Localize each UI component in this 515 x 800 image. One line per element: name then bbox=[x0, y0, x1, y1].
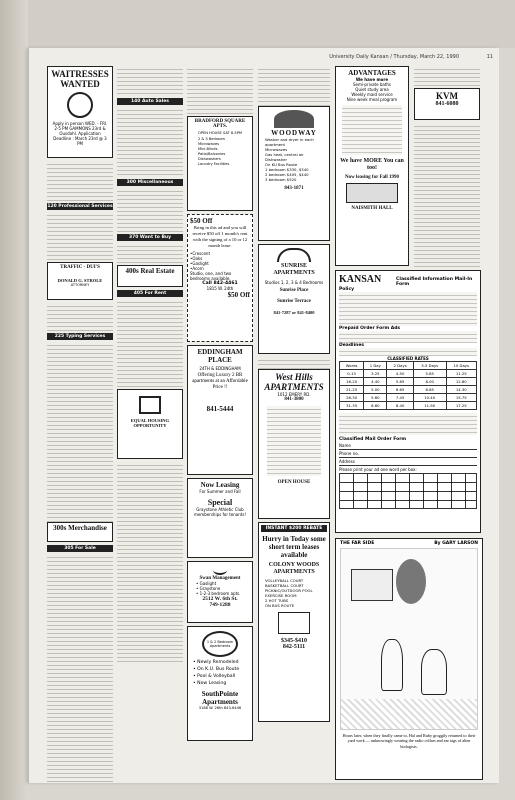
column-6 bbox=[414, 66, 480, 275]
woodway-phone: 843-1871 bbox=[284, 186, 304, 191]
equal-housing-ad bbox=[117, 389, 183, 459]
southpointe-item: • Now Leasing bbox=[193, 681, 227, 686]
section-prepaid: Prepaid Order Form Ads bbox=[339, 326, 401, 331]
table-row bbox=[340, 402, 477, 410]
classified-text bbox=[47, 303, 113, 331]
coupon-list bbox=[190, 251, 250, 281]
woodway-item: 2 bedroom $405, $440 bbox=[265, 172, 309, 177]
bradford-sub: OPEN HOUSE SAT 8-5PM bbox=[198, 131, 242, 135]
advantages-item: Nine week meal program bbox=[346, 97, 398, 102]
woodway-item: Gas heat, central air bbox=[265, 152, 304, 157]
classified-text bbox=[47, 342, 113, 522]
advantages-item: Quiet study area bbox=[355, 87, 389, 92]
comic-header bbox=[336, 539, 482, 548]
leasing-body: Graystone Athletic Club memberships for tenants! bbox=[193, 507, 247, 517]
swan-item: • 1-2-3 bedroom apts. bbox=[196, 591, 241, 596]
paper-top-strip bbox=[28, 0, 515, 48]
address-field[interactable] bbox=[339, 458, 477, 466]
advantages-cta: We have MORE You can too! bbox=[340, 158, 404, 171]
bradford-ad bbox=[187, 116, 253, 211]
rates-cell: 5.85 bbox=[413, 370, 446, 378]
advantages-text bbox=[342, 105, 402, 155]
rates-cell: 8.85 bbox=[413, 386, 446, 394]
coupon-item: •Crescent bbox=[190, 251, 211, 256]
classified-text bbox=[47, 554, 113, 783]
table-row bbox=[340, 370, 477, 378]
advantages-list bbox=[338, 77, 406, 102]
woodway-item: 1 bedroom $330, $340 bbox=[265, 167, 309, 172]
comic-title: THE FAR SIDE bbox=[340, 541, 375, 546]
swan-ad bbox=[187, 561, 253, 623]
westhills-title: West Hills APARTMENTS bbox=[264, 372, 324, 392]
header-want-to-buy: 370 Want to Buy bbox=[117, 234, 183, 241]
southpointe-item: • Newly Remodeled bbox=[193, 660, 239, 665]
rates-table bbox=[339, 361, 477, 410]
word-grid[interactable] bbox=[339, 473, 477, 509]
rates-cell: 6.65 bbox=[387, 386, 413, 394]
waitresses-ad bbox=[47, 66, 113, 158]
colony-item: PICKNIC/OUTDOOR POOL bbox=[265, 588, 313, 593]
eddingham-body: Offering Luxury 2 BR apartments at an Affordable Price !! bbox=[192, 373, 248, 390]
hal-figure-icon bbox=[381, 639, 403, 691]
classified-text bbox=[117, 462, 183, 542]
table-row bbox=[340, 394, 477, 402]
woodway-list bbox=[261, 137, 327, 182]
rates-cell: 12.80 bbox=[446, 378, 476, 386]
coupon-address: 1815 W. 24th bbox=[206, 286, 234, 291]
coupon-item: •Oaks bbox=[190, 256, 203, 261]
advantages-item: Weekly maid service bbox=[351, 92, 393, 97]
woodway-ad bbox=[258, 106, 330, 241]
sunrise-place: Sunrise Place bbox=[279, 288, 309, 293]
classified-text bbox=[117, 107, 183, 177]
rates-cell: 6.60 bbox=[364, 402, 387, 410]
rates-cell: 16-20 bbox=[340, 378, 364, 386]
westhills-ad bbox=[258, 369, 330, 519]
comic-author: By GARY LARSON bbox=[434, 541, 478, 546]
coupon-item: •Gaslight bbox=[190, 261, 209, 266]
paper-fold bbox=[0, 0, 28, 800]
rates-cell: 8.40 bbox=[387, 402, 413, 410]
colony-body: Hurry in Today some short term leases available bbox=[262, 535, 326, 559]
colony-name: COLONY WOODS APARTMENTS bbox=[268, 562, 320, 575]
bradford-item: Dishwashers bbox=[198, 157, 221, 161]
colony-ad bbox=[258, 522, 330, 722]
colony-item: ON BUS ROUTE bbox=[265, 603, 295, 608]
rates-title: CLASSIFIED RATES bbox=[387, 356, 429, 361]
swan-list bbox=[190, 581, 250, 596]
sunrise-icon bbox=[277, 248, 311, 262]
rates-cell: 0-15 bbox=[340, 370, 364, 378]
classified-text bbox=[117, 299, 183, 389]
rates-cell: 21-25 bbox=[340, 386, 364, 394]
classified-text bbox=[187, 66, 253, 116]
name-field[interactable] bbox=[339, 442, 477, 450]
header-misc: 300 Miscellaneous bbox=[117, 179, 183, 186]
naismith-building-icon bbox=[346, 183, 398, 203]
colony-item: 2 HOT TUBS bbox=[265, 598, 289, 603]
woodway-item: Washer and dryer in each apartment bbox=[265, 137, 314, 147]
woodway-title: WOODWAY bbox=[271, 129, 317, 137]
table-row bbox=[340, 378, 477, 386]
column-3 bbox=[187, 66, 253, 744]
header-auto-sales: 140 Auto Sales bbox=[117, 98, 183, 105]
bradford-item: Microwaves bbox=[198, 142, 220, 146]
rates-cell: 4.50 bbox=[387, 370, 413, 378]
swan-item: • Gaslight bbox=[196, 581, 217, 586]
westhills-address: 1012 EMERY RD. bbox=[277, 392, 311, 397]
coupon-item: Studio, one, and two bedrooms available. bbox=[190, 271, 232, 281]
advantages-title: ADVANTAGES bbox=[348, 69, 396, 77]
advantages-item: Semi-private baths bbox=[352, 82, 392, 87]
traffic-ad bbox=[47, 262, 113, 300]
leasing-ad bbox=[187, 478, 253, 558]
phone-field[interactable] bbox=[339, 450, 477, 458]
real-estate-title: 400s Real Estate bbox=[125, 267, 175, 275]
rates-cell: 10.40 bbox=[413, 394, 446, 402]
column-5 bbox=[335, 66, 409, 269]
grass-drawing bbox=[341, 699, 477, 729]
sunrise-ad bbox=[258, 244, 330, 354]
sunrise-terrace: Sunrise Terrace bbox=[277, 299, 311, 304]
column-2 bbox=[117, 66, 183, 662]
eddingham-sub: 24TH & EDDINGHAM bbox=[199, 366, 241, 371]
classified-text bbox=[117, 66, 183, 96]
tree-icon bbox=[274, 110, 314, 128]
rates-header-cell: 3-5 Days bbox=[413, 362, 446, 370]
bradford-item: Laundry Facilities bbox=[198, 162, 230, 166]
southpointe-badge: 1 & 2 Bedroom Apartments bbox=[202, 631, 238, 657]
masthead bbox=[29, 54, 499, 64]
waitresses-body: Apply in person WED. - FRI. 2-5 PM GAMMONS 23rd & Ousdahl. Application Deadline : March 23rd @ 3 PM bbox=[52, 121, 108, 146]
rates-cell: 3.25 bbox=[364, 370, 387, 378]
real-estate-header bbox=[117, 265, 183, 287]
header-professional: 120 Professional Services bbox=[47, 204, 113, 209]
classified-text bbox=[117, 243, 183, 265]
bradford-features bbox=[190, 137, 250, 167]
rates-cell: 11.25 bbox=[446, 370, 476, 378]
rates-header-cell: 2 Days bbox=[387, 362, 413, 370]
woodway-item: 3 bedroom $520 bbox=[265, 177, 297, 182]
colony-item: VOLLEYBALL COURT bbox=[265, 578, 304, 583]
rates-header-cell: 1 Day bbox=[364, 362, 387, 370]
eddingham-title: EDDINGHAM PLACE bbox=[197, 348, 243, 364]
rates-header-cell: Words bbox=[340, 362, 364, 370]
rates-cell: 5.00 bbox=[364, 386, 387, 394]
kwm-title: KVM bbox=[436, 91, 458, 101]
equal-housing-title: EQUAL HOUSING OPPORTUNITY bbox=[130, 418, 170, 428]
colony-banner: INSTANT $200 REBATE bbox=[261, 525, 327, 532]
coupon-bottom: $50 Off bbox=[227, 291, 250, 299]
swan-icon bbox=[213, 565, 227, 575]
kwm-phone: 841-6080 bbox=[435, 101, 459, 107]
woodway-item: Dishwasher bbox=[265, 157, 288, 162]
gammons-logo-icon bbox=[67, 92, 93, 118]
swan-item: • Graystone bbox=[196, 586, 221, 591]
kansan-classified-form bbox=[335, 270, 481, 533]
waitresses-title: WAITRESSES WANTED bbox=[51, 69, 109, 89]
classified-text bbox=[258, 66, 330, 106]
advantages-lease: Now leasing for Fall 1990 bbox=[344, 175, 400, 180]
rates-cell: 8.00 bbox=[413, 378, 446, 386]
header-for-rent: 405 For Rent bbox=[117, 290, 183, 297]
policy-text bbox=[339, 292, 477, 326]
rates-cell: 14.30 bbox=[446, 386, 476, 394]
kansan-sub: Classified Information Mail-In Form bbox=[396, 277, 473, 287]
rates-header-cell: 10 Days bbox=[446, 362, 476, 370]
section-deadlines: Deadlines bbox=[339, 343, 365, 348]
eddingham-ad bbox=[187, 345, 253, 475]
southpointe-ad bbox=[187, 626, 253, 741]
bradford-title: BRADFORD SQUARE APTS. bbox=[194, 119, 246, 129]
phone-label: Phone no. bbox=[339, 451, 359, 456]
rates-cell: 4.40 bbox=[364, 378, 387, 386]
sunrise-phone: 841-7287 or 841-8400 bbox=[273, 310, 315, 315]
classified-text bbox=[117, 542, 183, 662]
bradford-item: Mini-Blinds bbox=[198, 147, 218, 151]
colony-map-icon bbox=[278, 612, 310, 634]
colony-price: $345-$410 bbox=[281, 638, 307, 644]
advantages-item: We have more bbox=[355, 77, 389, 82]
name-label: Name bbox=[339, 443, 351, 448]
newspaper-page bbox=[28, 48, 499, 783]
leasing-special: Special bbox=[207, 498, 233, 507]
classified-text bbox=[258, 357, 330, 369]
comic-caption: Hours later, when they finally came to, Hal and Ruby groggily returned to their yard work — unknowingly wearing the radio collars and ear tags of alien biologists. bbox=[342, 733, 476, 749]
print-label: Please print your ad one word per box: bbox=[339, 467, 417, 472]
column-1 bbox=[47, 66, 113, 783]
southpointe-list bbox=[190, 659, 250, 687]
colony-item: EXERCISE ROOM bbox=[265, 593, 297, 598]
header-typing: 225 Typing Services bbox=[47, 333, 113, 340]
rates-cell: 7.45 bbox=[387, 394, 413, 402]
header-for-sale: 305 For Sale bbox=[47, 545, 113, 552]
house-drawing bbox=[351, 569, 393, 601]
kwm-ad bbox=[414, 88, 480, 120]
swan-address: 2512 W. 6th St. bbox=[202, 596, 238, 602]
bradford-item: 2 & 3 Bedroom bbox=[198, 137, 226, 141]
deadlines-text bbox=[339, 348, 477, 356]
classified-text bbox=[47, 212, 113, 262]
coupon-ad bbox=[187, 214, 253, 342]
comic-panel bbox=[340, 548, 478, 730]
swan-title: Swan Management bbox=[199, 576, 241, 581]
colony-list bbox=[261, 578, 327, 608]
table-row bbox=[340, 386, 477, 394]
classified-text bbox=[414, 123, 480, 275]
southpointe-address: 3188 W. 26th 843-6446 bbox=[198, 706, 242, 710]
address-label: Address bbox=[339, 459, 355, 464]
kansan-title: KANSAN bbox=[339, 274, 382, 285]
sunrise-body: Studios 1, 2, 3 & 4 Bedrooms bbox=[264, 280, 324, 285]
southpointe-item: • Pool & Volleyball bbox=[193, 674, 236, 679]
westhills-sub: OPEN HOUSE bbox=[277, 480, 311, 485]
southpointe-name: SouthPointe Apartments bbox=[201, 690, 239, 706]
swan-phone: 749-1288 bbox=[209, 602, 231, 608]
naismith-ad bbox=[335, 66, 409, 266]
leasing-title: Now Leasing bbox=[200, 481, 240, 489]
woodway-item: On KU Bus Route bbox=[265, 162, 298, 167]
page-number: 11 bbox=[486, 54, 493, 60]
far-side-comic bbox=[335, 538, 483, 780]
form-title: Classified Mail Order Form bbox=[339, 437, 407, 442]
classifications-text bbox=[339, 413, 477, 435]
rates-cell: 31-35 bbox=[340, 402, 364, 410]
classified-text bbox=[47, 161, 113, 201]
southpointe-item: • On K.U. Bus Route bbox=[193, 667, 240, 672]
rates-cell: 15.75 bbox=[446, 394, 476, 402]
rates-cell: 5.85 bbox=[387, 378, 413, 386]
coupon-body: Bring in this ad and you will receive $50 off 1 month's rent with the signing of a 10 or 12 month lease. bbox=[192, 225, 248, 248]
column-4 bbox=[258, 66, 330, 725]
coupon-top: $50 Off bbox=[190, 217, 213, 225]
coupon-item: •Acorn bbox=[190, 266, 204, 271]
rates-cell: 11.90 bbox=[413, 402, 446, 410]
traffic-title: TRAFFIC - DUI'S bbox=[60, 265, 100, 270]
colony-phone: 842-5111 bbox=[282, 644, 306, 650]
classified-text bbox=[117, 188, 183, 232]
coupon-phone: Call 842-4461 bbox=[202, 281, 238, 286]
bradford-item: Patio/Balconies bbox=[198, 152, 226, 156]
classified-text bbox=[414, 66, 480, 88]
naismith-brand: NAISMITH HALL bbox=[351, 206, 393, 211]
attorney-name: DONALD G. STROLE bbox=[57, 278, 103, 283]
rates-cell: 17.25 bbox=[446, 402, 476, 410]
sunrise-title: SUNRISE APARTMENTS bbox=[273, 263, 315, 276]
eddingham-phone: 841-5444 bbox=[206, 405, 234, 413]
rates-cell: 5.60 bbox=[364, 394, 387, 402]
house-icon bbox=[139, 396, 161, 414]
woodway-item: Microwaves bbox=[265, 147, 288, 152]
section-policy: Policy bbox=[339, 287, 355, 292]
rates-cell: 26-30 bbox=[340, 394, 364, 402]
attorney-role: ATTORNEY bbox=[70, 283, 90, 287]
merchandise-title: 300s Merchandise bbox=[53, 524, 107, 532]
tree-drawing bbox=[396, 559, 426, 604]
leasing-sub: For Summer and Fall bbox=[199, 489, 241, 494]
merchandise-header bbox=[47, 522, 113, 542]
ruby-figure-icon bbox=[421, 649, 447, 695]
form-fields bbox=[339, 442, 477, 473]
rates-header-row bbox=[340, 362, 477, 370]
westhills-phone: 841-3800 bbox=[284, 397, 304, 402]
paper-date: University Daily Kansan / Thursday, March 22, 1990 bbox=[329, 54, 459, 60]
prepaid-text bbox=[339, 331, 477, 343]
colony-item: BASKETBALL COURT bbox=[265, 583, 304, 588]
westhills-text bbox=[267, 406, 321, 476]
